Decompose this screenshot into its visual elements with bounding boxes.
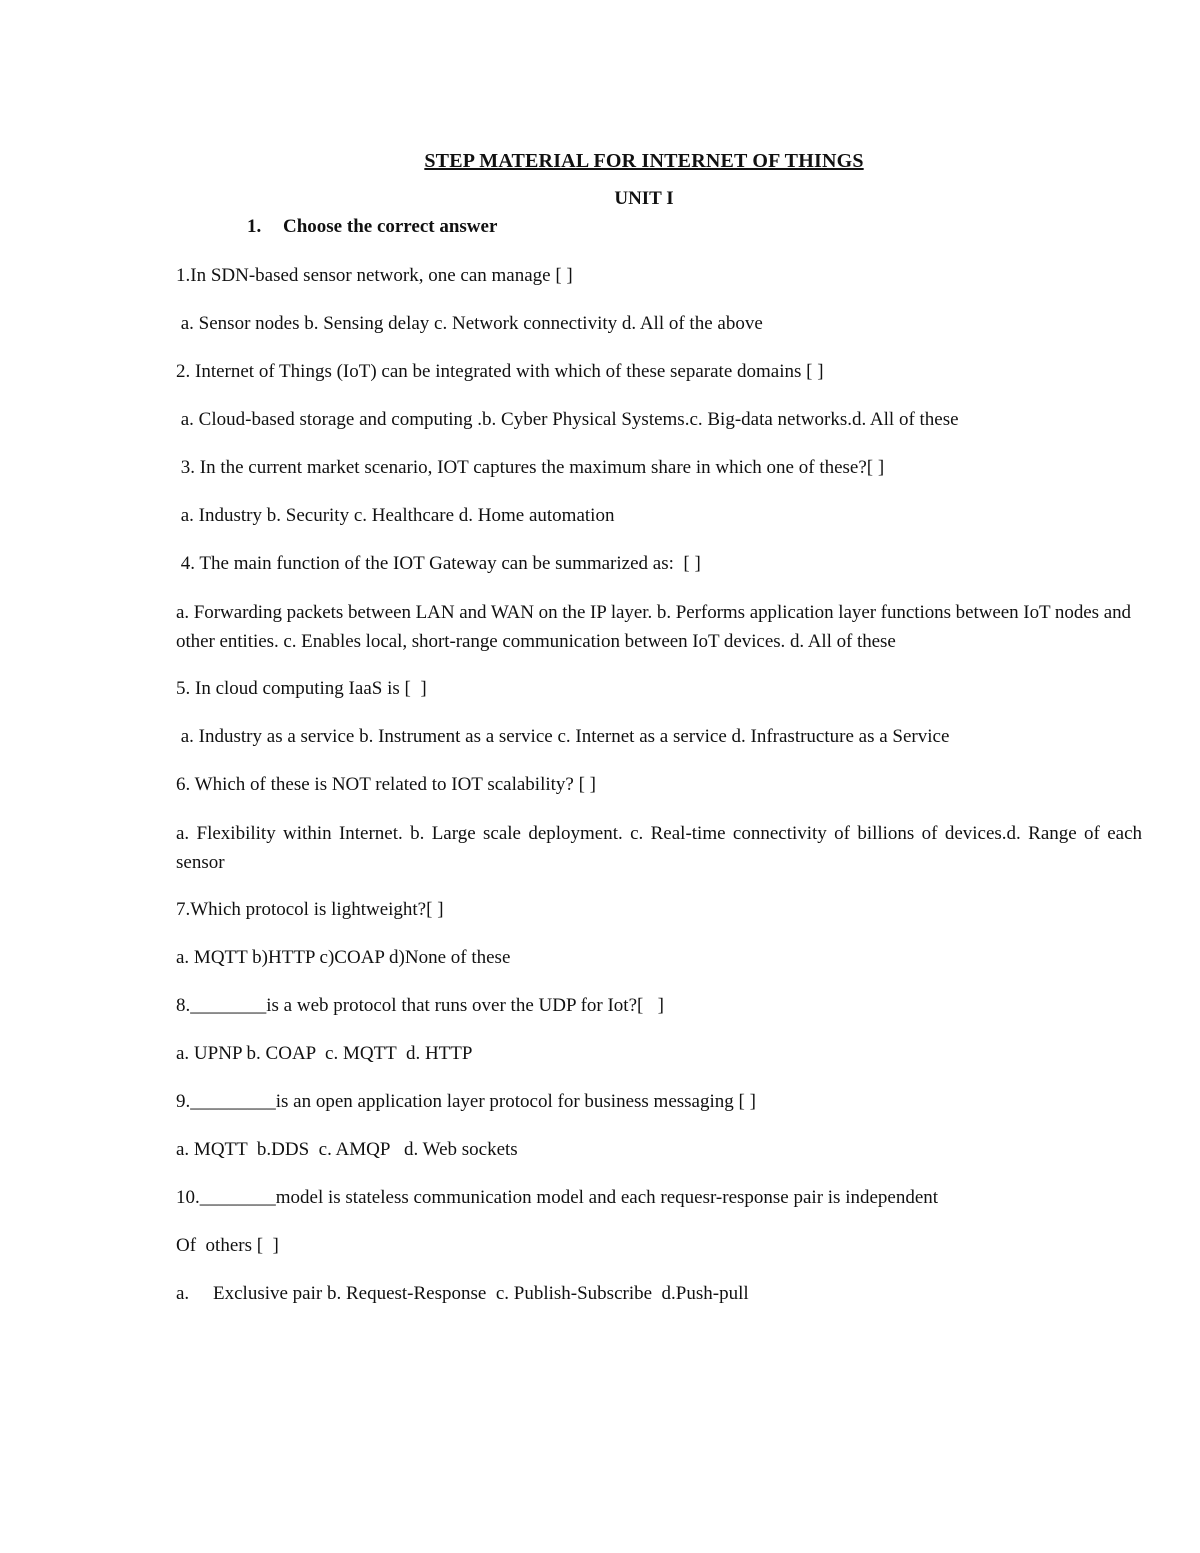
question-8-options: a. UPNP b. COAP c. MQTT d. HTTP — [176, 1043, 473, 1064]
question-5-options: a. Industry as a service b. Instrument as a service c. Internet as a service d. Infrastructure as a Service — [176, 726, 950, 747]
question-7-options: a. MQTT b)HTTP c)COAP d)None of these — [176, 947, 511, 968]
question-10-options-text: Exclusive pair b. Request-Response c. Publish-Subscribe d.Push-pull — [213, 1283, 749, 1304]
section-heading — [247, 216, 497, 238]
section-number: 1. — [247, 216, 262, 237]
question-10: 10.________model is stateless communication model and each requesr-response pair is independent — [176, 1187, 939, 1208]
question-9-options: a. MQTT b.DDS c. AMQP d. Web sockets — [176, 1139, 518, 1160]
question-4-options: a. Forwarding packets between LAN and WAN on the IP layer. b. Performs application layer functions between IoT nodes and other entities. c. Enables local, short-range communication between IoT devices. d. All of these — [176, 602, 1131, 652]
question-1: 1.In SDN-based sensor network, one can manage [ ] — [176, 265, 573, 286]
question-3: 3. In the current market scenario, IOT captures the maximum share in which one of these?[ ] — [176, 457, 885, 478]
question-10-options-label: a. — [176, 1283, 190, 1304]
section-heading-text: Choose the correct answer — [283, 216, 498, 237]
unit-heading: UNIT I — [614, 188, 674, 209]
question-8: 8.________is a web protocol that runs over the UDP for Iot?[ ] — [176, 995, 664, 1016]
question-7: 7.Which protocol is lightweight?[ ] — [176, 899, 444, 920]
question-5: 5. In cloud computing IaaS is [ ] — [176, 678, 427, 699]
question-10-options — [176, 1280, 749, 1308]
question-2-options: a. Cloud-based storage and computing .b. Cyber Physical Systems.c. Big-data networks.d. All of these — [176, 409, 959, 430]
question-6-options: a. Flexibility within Internet. b. Large scale deployment. c. Real-time connectivity of billions of devices.d. Range of each sensor — [176, 823, 1142, 873]
question-4: 4. The main function of the IOT Gateway can be summarized as: [ ] — [176, 553, 701, 574]
question-6: 6. Which of these is NOT related to IOT scalability? [ ] — [176, 774, 596, 795]
question-1-options: a. Sensor nodes b. Sensing delay c. Network connectivity d. All of the above — [176, 313, 763, 334]
question-2: 2. Internet of Things (IoT) can be integrated with which of these separate domains [ ] — [176, 361, 824, 382]
question-3-options: a. Industry b. Security c. Healthcare d. Home automation — [176, 505, 615, 526]
document-title: STEP MATERIAL FOR INTERNET OF THINGS — [424, 150, 864, 172]
question-10-continuation: Of others [ ] — [176, 1235, 279, 1256]
question-9: 9._________is an open application layer protocol for business messaging [ ] — [176, 1091, 756, 1112]
